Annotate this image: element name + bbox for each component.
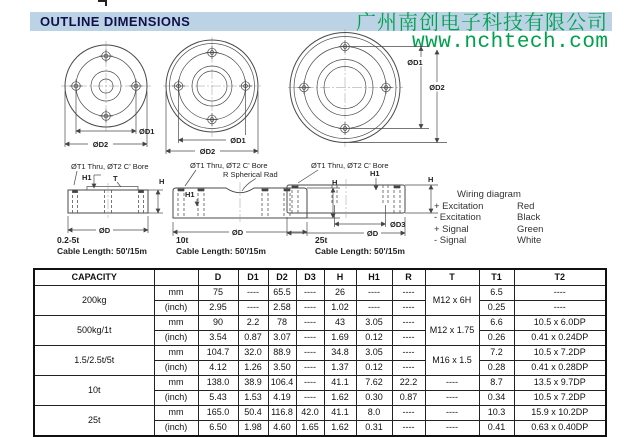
table-cell: 1.69 xyxy=(324,331,356,346)
table-cell: 4.60 xyxy=(268,421,296,437)
table-cell: 43 xyxy=(324,316,356,331)
dim-label-d: ØD xyxy=(98,226,111,235)
unit-cell: mm xyxy=(154,316,198,331)
cable-length-note: Cable Length: 50'/15m xyxy=(176,246,266,256)
table-cell: 4.12 xyxy=(198,361,238,376)
dim-label-h1: H1 xyxy=(185,190,195,199)
unit-cell: (inch) xyxy=(154,361,198,376)
column-header: H xyxy=(324,269,356,286)
table-row xyxy=(34,376,606,391)
table-cell: 10.5 x 6.0DP xyxy=(514,316,606,331)
wiring-diagram xyxy=(434,189,543,247)
table-cell: 165.0 xyxy=(198,406,238,421)
table-cell: 10.5 x 7.2DP xyxy=(514,346,606,361)
table-cell: ---- xyxy=(296,391,324,406)
column-header: T xyxy=(425,269,479,286)
table-row xyxy=(34,316,606,331)
column-header: R xyxy=(392,269,425,286)
bore-callout: ØT1 Thru, ØT2 C' Bore xyxy=(190,161,268,170)
thread-cell: M16 x 1.5 xyxy=(425,346,479,376)
dim-label-h: H xyxy=(332,178,338,187)
wiring-color: Black xyxy=(517,212,541,224)
table-cell: 88.9 xyxy=(268,346,296,361)
table-cell: 6.6 xyxy=(479,316,514,331)
table-cell: ---- xyxy=(356,286,392,301)
table-cell: ---- xyxy=(392,301,425,316)
wiring-row xyxy=(434,235,543,247)
table-cell: ---- xyxy=(392,346,425,361)
table-cell: 26 xyxy=(324,286,356,301)
table-cell: ---- xyxy=(296,346,324,361)
unit-cell: mm xyxy=(154,376,198,391)
table-cell: ---- xyxy=(356,301,392,316)
table-row xyxy=(34,346,606,361)
table-cell: 1.53 xyxy=(238,391,268,406)
table-cell: 4.19 xyxy=(268,391,296,406)
table-cell: 116.8 xyxy=(268,406,296,421)
table-cell: ---- xyxy=(514,286,606,301)
table-cell: ---- xyxy=(238,286,268,301)
table-cell: 0.34 xyxy=(479,391,514,406)
thread-cell: M12 x 1.75 xyxy=(425,316,479,346)
capacity-cell: 200kg xyxy=(34,286,154,316)
table-cell: 22.2 xyxy=(392,376,425,391)
capacity-range-label: 25t xyxy=(315,235,328,245)
dim-label-d: ØD xyxy=(366,229,379,238)
thread-cell: M12 x 6H xyxy=(425,286,479,316)
table-cell: 7.2 xyxy=(479,346,514,361)
wiring-signal: - Excitation xyxy=(434,212,481,224)
column-header xyxy=(154,269,198,286)
table-cell: ---- xyxy=(296,286,324,301)
table-cell: 6.50 xyxy=(198,421,238,437)
unit-cell: (inch) xyxy=(154,331,198,346)
table-cell: ---- xyxy=(296,316,324,331)
table-cell: 0.41 x 0.24DP xyxy=(514,331,606,346)
dim-label-d3: ØD3 xyxy=(390,220,406,229)
column-header: CAPACITY xyxy=(34,269,154,286)
flange-top-view-medium xyxy=(163,37,261,156)
table-cell: 90 xyxy=(198,316,238,331)
table-cell: 32.0 xyxy=(238,346,268,361)
dim-label-d1: ØD1 xyxy=(230,135,246,145)
flange-top-view-large xyxy=(288,29,449,147)
table-header-row xyxy=(34,269,606,286)
column-header: D2 xyxy=(268,269,296,286)
table-cell: 15.9 x 10.2DP xyxy=(514,406,606,421)
table-cell: 0.63 x 0.40DP xyxy=(514,421,606,437)
table-cell: 13.5 x 9.7DP xyxy=(514,376,606,391)
cable-length-note: Cable Length: 50'/15m xyxy=(315,246,405,256)
table-cell: 2.58 xyxy=(268,301,296,316)
capacity-range-label: 10t xyxy=(176,235,189,245)
table-cell: 1.65 xyxy=(296,421,324,437)
dim-label-d2: ØD2 xyxy=(199,146,216,156)
column-header: T1 xyxy=(479,269,514,286)
table-cell: 41.1 xyxy=(324,376,356,391)
table-row xyxy=(34,286,606,301)
table-cell: 34.8 xyxy=(324,346,356,361)
table-cell: ---- xyxy=(392,361,425,376)
table-cell: 1.62 xyxy=(324,421,356,437)
dimensions-table xyxy=(33,268,607,437)
table-cell: 3.05 xyxy=(356,316,392,331)
table-cell: 0.28 xyxy=(479,361,514,376)
dim-label-h: H xyxy=(159,177,165,186)
table-cell: 0.87 xyxy=(238,331,268,346)
dim-label-h: H xyxy=(428,175,434,184)
bore-callout: ØT1 Thru, ØT2 C' Bore xyxy=(71,162,149,171)
table-cell: 3.05 xyxy=(356,346,392,361)
unit-cell: (inch) xyxy=(154,391,198,406)
table-cell: 41.1 xyxy=(324,406,356,421)
capacity-cell: 1.5/2.5t/5t xyxy=(34,346,154,376)
table-cell: 3.07 xyxy=(268,331,296,346)
wiring-row xyxy=(434,201,543,213)
table-cell: 5.43 xyxy=(198,391,238,406)
table-cell: 10.3 xyxy=(479,406,514,421)
cross-section-large xyxy=(287,161,438,256)
table-cell: 10.5 x 7.2DP xyxy=(514,391,606,406)
company-name: 广州南创电子科技有限公司 xyxy=(356,12,608,34)
dim-label-d2: ØD2 xyxy=(429,82,445,92)
dim-label-d1: ØD1 xyxy=(407,57,423,67)
spherical-rad-callout: R Spherical Rad xyxy=(223,170,278,179)
dim-label-d2: ØD2 xyxy=(92,139,109,149)
column-header: D1 xyxy=(238,269,268,286)
table-cell: ---- xyxy=(296,331,324,346)
table-cell: 7.62 xyxy=(356,376,392,391)
unit-cell: (inch) xyxy=(154,301,198,316)
unit-cell: mm xyxy=(154,406,198,421)
capacity-cell: 500kg/1t xyxy=(34,316,154,346)
website-url: www.nchtech.com xyxy=(412,31,609,54)
table-cell: ---- xyxy=(425,376,479,391)
table-cell: 1.98 xyxy=(238,421,268,437)
column-header: D3 xyxy=(296,269,324,286)
table-cell: 3.50 xyxy=(268,361,296,376)
table-cell: 75 xyxy=(198,286,238,301)
wiring-color: Green xyxy=(517,223,544,235)
wiring-color: White xyxy=(517,235,542,247)
table-cell: 106.4 xyxy=(268,376,296,391)
table-cell: 1.37 xyxy=(324,361,356,376)
table-cell: ---- xyxy=(296,376,324,391)
table-cell: ---- xyxy=(296,301,324,316)
table-cell: 3.54 xyxy=(198,331,238,346)
dim-label-h1: H1 xyxy=(370,169,380,178)
table-cell: 0.26 xyxy=(479,331,514,346)
dim-label-h1: H1 xyxy=(82,173,92,182)
table-cell: ---- xyxy=(514,301,606,316)
dim-label-d1: ØD1 xyxy=(139,127,155,136)
capacity-cell: 10t xyxy=(34,376,154,406)
cable-length-note: Cable Length: 50'/15m xyxy=(57,246,147,256)
wiring-color: Red xyxy=(517,200,535,212)
capacity-cell: 25t xyxy=(34,406,154,437)
column-header: D xyxy=(198,269,238,286)
table-cell: 0.30 xyxy=(356,391,392,406)
table-cell: 1.26 xyxy=(238,361,268,376)
unit-cell: mm xyxy=(154,346,198,361)
table-cell: 1.02 xyxy=(324,301,356,316)
table-cell: ---- xyxy=(425,406,479,421)
column-header: H1 xyxy=(356,269,392,286)
wiring-row xyxy=(434,224,543,236)
table-cell: 0.87 xyxy=(392,391,425,406)
table-cell: ---- xyxy=(392,316,425,331)
table-row xyxy=(34,406,606,421)
capacity-range-label: 0.2-5t xyxy=(57,235,80,245)
table-cell: 65.5 xyxy=(268,286,296,301)
column-header: T2 xyxy=(514,269,606,286)
table-cell: 78 xyxy=(268,316,296,331)
dim-label-d: ØD xyxy=(231,228,244,237)
table-cell: ---- xyxy=(425,391,479,406)
table-cell: ---- xyxy=(392,286,425,301)
table-cell: 1.62 xyxy=(324,391,356,406)
page-title: OUTLINE DIMENSIONS xyxy=(40,14,191,29)
table-cell: 50.4 xyxy=(238,406,268,421)
wiring-row xyxy=(434,212,543,224)
table-cell: ---- xyxy=(238,301,268,316)
dim-label-t: T xyxy=(113,174,118,183)
table-cell: ---- xyxy=(425,421,479,437)
cross-section-small xyxy=(57,162,164,256)
table-cell: 2.95 xyxy=(198,301,238,316)
table-cell: 138.0 xyxy=(198,376,238,391)
bore-callout: ØT1 Thru, ØT2 C' Bore xyxy=(311,161,389,170)
wiring-diagram-title: Wiring diagram xyxy=(457,189,521,200)
table-cell: 0.41 xyxy=(479,421,514,437)
table-cell: 104.7 xyxy=(198,346,238,361)
wiring-signal: + Excitation xyxy=(434,200,484,212)
wiring-signal: + Signal xyxy=(434,223,469,235)
table-cell: 0.31 xyxy=(356,421,392,437)
table-cell: ---- xyxy=(392,406,425,421)
table-cell: 42.0 xyxy=(296,406,324,421)
table-cell: 38.9 xyxy=(238,376,268,391)
unit-cell: mm xyxy=(154,286,198,301)
flange-top-view-small xyxy=(61,41,154,149)
table-cell: 0.12 xyxy=(356,361,392,376)
table-cell: 6.5 xyxy=(479,286,514,301)
table-cell: 0.41 x 0.28DP xyxy=(514,361,606,376)
unit-cell: (inch) xyxy=(154,421,198,437)
wiring-signal: - Signal xyxy=(434,235,467,247)
table-cell: ---- xyxy=(392,421,425,437)
table-cell: 2.2 xyxy=(238,316,268,331)
table-cell: 0.25 xyxy=(479,301,514,316)
table-cell: 8.7 xyxy=(479,376,514,391)
table-cell: 8.0 xyxy=(356,406,392,421)
table-cell: ---- xyxy=(392,331,425,346)
table-cell: ---- xyxy=(296,361,324,376)
table-cell: 0.12 xyxy=(356,331,392,346)
